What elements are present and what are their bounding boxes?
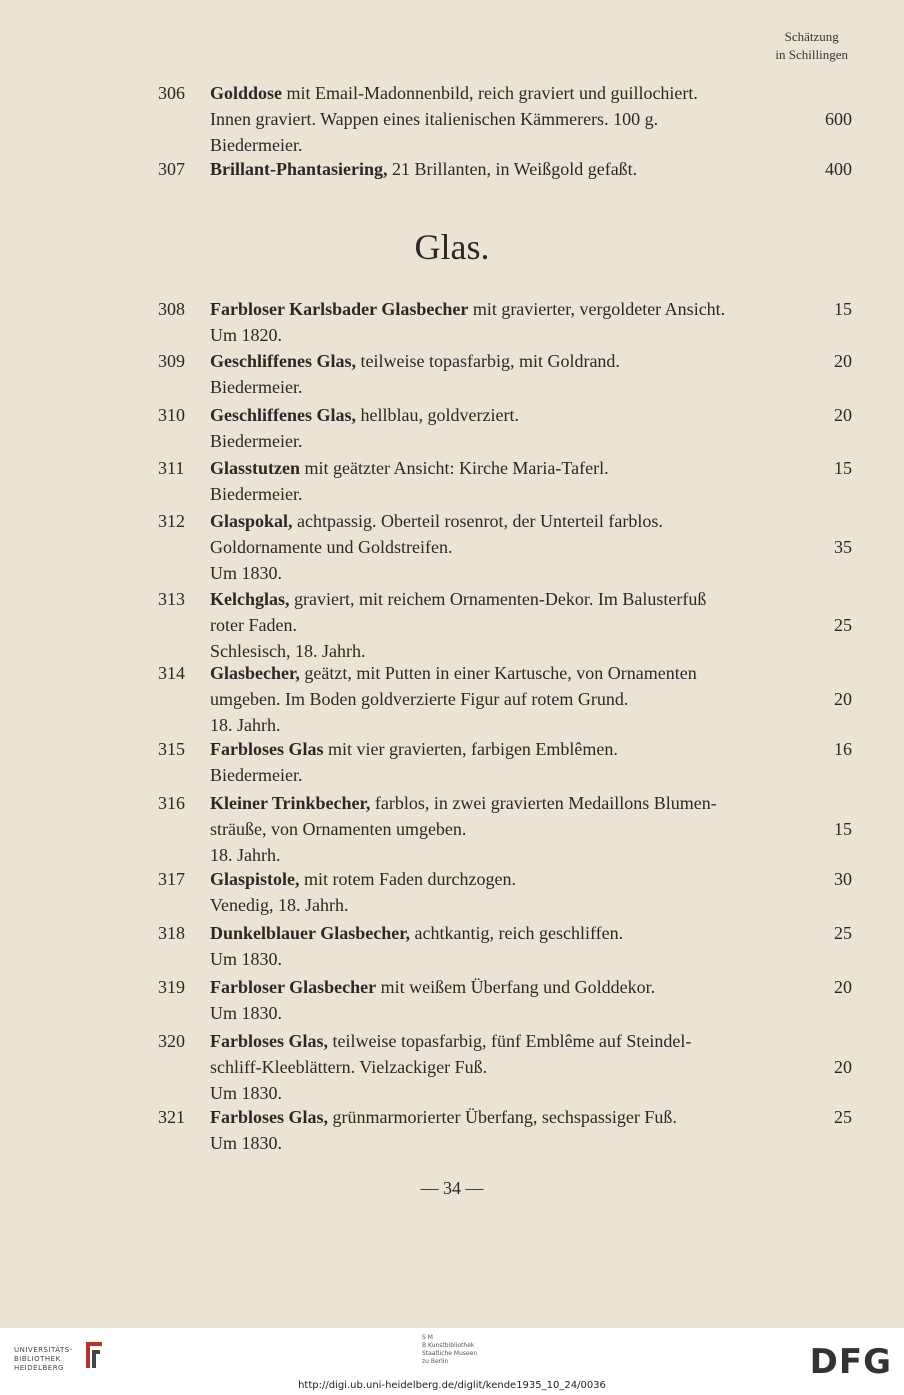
entry-description: graviert, mit reichem Ornamenten-Dekor. Im Balusterfuß <box>289 589 707 609</box>
entry-price: 25 <box>834 923 852 943</box>
entry-line: Goldornamente und Goldstreifen. <box>210 537 453 557</box>
entry-name: Geschliffenes Glas, <box>210 351 356 371</box>
entry-line: umgeben. Im Boden goldverzierte Figur auf rotem Grund. <box>210 689 629 709</box>
entry-number: 316 <box>158 793 185 813</box>
entry-number: 318 <box>158 923 185 943</box>
entry-description: achtkantig, reich geschliffen. <box>410 923 624 943</box>
entry-number: 308 <box>158 299 185 319</box>
entry-line: Um 1830. <box>210 1083 282 1103</box>
entry-line: 18. Jahrh. <box>210 845 281 865</box>
entry-price: 15 <box>834 819 852 839</box>
entry-name: Farbloses Glas <box>210 739 324 759</box>
entry-price: 20 <box>834 351 852 371</box>
entry-line: Biedermeier. <box>210 135 303 155</box>
dfg-logo: DFG <box>809 1342 892 1382</box>
entry-line: Um 1830. <box>210 563 282 583</box>
entry-name: Farbloser Karlsbader Glasbecher <box>210 299 469 319</box>
entry-number: 314 <box>158 663 185 683</box>
museum-stamp <box>422 1334 477 1366</box>
digitization-footer <box>0 1328 904 1395</box>
entry-name: Kleiner Trinkbecher, <box>210 793 371 813</box>
entry-description: hellblau, goldverziert. <box>356 405 519 425</box>
entry-description: grünmarmorierter Überfang, sechspassiger Fuß. <box>328 1107 677 1127</box>
entry-price: 16 <box>834 739 852 759</box>
entry-price: 15 <box>834 299 852 319</box>
entry-description: 21 Brillanten, in Weißgold gefaßt. <box>387 159 638 179</box>
library-name-line: UNIVERSITÄTS- <box>14 1346 73 1354</box>
entry-price: 15 <box>834 458 852 478</box>
entry-number: 306 <box>158 83 185 103</box>
entry-name: Kelchglas, <box>210 589 290 609</box>
entry-number: 312 <box>158 511 185 531</box>
entry-line: Schlesisch, 18. Jahrh. <box>210 641 366 661</box>
entry-line: sträuße, von Ornamenten umgeben. <box>210 819 467 839</box>
source-url-link[interactable]: http://digi.ub.uni-heidelberg.de/diglit/kende1935_10_24/0036 <box>298 1380 606 1391</box>
entry-name: Glasstutzen <box>210 458 300 478</box>
entry-number: 310 <box>158 405 185 425</box>
entry-price: 35 <box>834 537 852 557</box>
library-name-line: BIBLIOTHEK <box>14 1355 61 1363</box>
entry-name: Glaspokal, <box>210 511 293 531</box>
entry-name: Farbloses Glas, <box>210 1031 329 1051</box>
entry-description: geätzt, mit Putten in einer Kartusche, von Ornamenten <box>299 663 697 683</box>
entry-number: 309 <box>158 351 185 371</box>
entry-name: Dunkelblauer Glasbecher, <box>210 923 411 943</box>
entry-name: Brillant-Phantasiering, <box>210 159 388 179</box>
stamp-line: B Kunstbibliothek <box>422 1342 475 1349</box>
estimate-header-line2: in Schillingen <box>775 47 848 62</box>
entry-name: Glaspistole, <box>210 869 300 889</box>
entry-line: Biedermeier. <box>210 431 303 451</box>
entry-price: 400 <box>825 159 852 179</box>
entry-price: 20 <box>834 1057 852 1077</box>
entry-number: 313 <box>158 589 185 609</box>
estimate-column-header <box>775 28 848 64</box>
entry-line: Um 1830. <box>210 1133 282 1153</box>
entry-number: 317 <box>158 869 185 889</box>
entry-description: mit geätzter Ansicht: Kirche Maria-Taferl. <box>300 458 609 478</box>
entry-number: 315 <box>158 739 185 759</box>
entry-line: Biedermeier. <box>210 377 303 397</box>
library-name-line: HEIDELBERG <box>14 1364 64 1372</box>
entry-price: 20 <box>834 977 852 997</box>
entry-name: Geschliffenes Glas, <box>210 405 356 425</box>
library-logo-icon <box>82 1338 106 1372</box>
estimate-header-line1: Schätzung <box>784 29 839 44</box>
entry-line: Biedermeier. <box>210 484 303 504</box>
page-number: — 34 — <box>420 1178 484 1198</box>
entry-description: teilweise topasfarbig, fünf Emblême auf Steindel- <box>328 1031 692 1051</box>
library-name <box>14 1346 73 1373</box>
entry-price: 20 <box>834 689 852 709</box>
entry-number: 307 <box>158 159 185 179</box>
entry-number: 321 <box>158 1107 185 1127</box>
entry-description: mit gravierter, vergoldeter Ansicht. <box>468 299 726 319</box>
entry-number: 320 <box>158 1031 185 1051</box>
entry-line: Um 1820. <box>210 325 282 345</box>
entry-description: farblos, in zwei gravierten Medaillons Blumen- <box>370 793 717 813</box>
entry-description: mit Email-Madonnenbild, reich graviert und guillochiert. <box>282 83 698 103</box>
entry-number: 311 <box>158 458 185 478</box>
stamp-line: zu Berlin <box>422 1358 449 1365</box>
entry-name: Farbloser Glasbecher <box>210 977 377 997</box>
entry-line: 18. Jahrh. <box>210 715 281 735</box>
entry-price: 30 <box>834 869 852 889</box>
stamp-line: Staatliche Museen <box>422 1350 478 1357</box>
entry-name: Glasbecher, <box>210 663 300 683</box>
entry-description: mit rotem Faden durchzogen. <box>299 869 516 889</box>
entry-line: schliff-Kleeblättern. Vielzackiger Fuß. <box>210 1057 488 1077</box>
entry-description: mit vier gravierten, farbigen Emblêmen. <box>323 739 618 759</box>
entry-line: roter Faden. <box>210 615 297 635</box>
entry-line: Innen graviert. Wappen eines italienischen Kämmerers. 100 g. <box>210 109 659 129</box>
entry-name: Golddose <box>210 83 283 103</box>
entry-description: achtpassig. Oberteil rosenrot, der Unterteil farblos. <box>292 511 663 531</box>
entry-number: 319 <box>158 977 185 997</box>
entry-price: 600 <box>825 109 852 129</box>
entry-line: Venedig, 18. Jahrh. <box>210 895 349 915</box>
entry-description: teilweise topasfarbig, mit Goldrand. <box>356 351 620 371</box>
section-title: Glas. <box>414 227 490 267</box>
stamp-line: S M <box>422 1334 433 1341</box>
entry-description: mit weißem Überfang und Golddekor. <box>376 977 656 997</box>
entry-line: Um 1830. <box>210 1003 282 1023</box>
entry-name: Farbloses Glas, <box>210 1107 329 1127</box>
entry-line: Biedermeier. <box>210 765 303 785</box>
entry-price: 25 <box>834 1107 852 1127</box>
entry-line: Um 1830. <box>210 949 282 969</box>
entry-price: 25 <box>834 615 852 635</box>
entry-price: 20 <box>834 405 852 425</box>
